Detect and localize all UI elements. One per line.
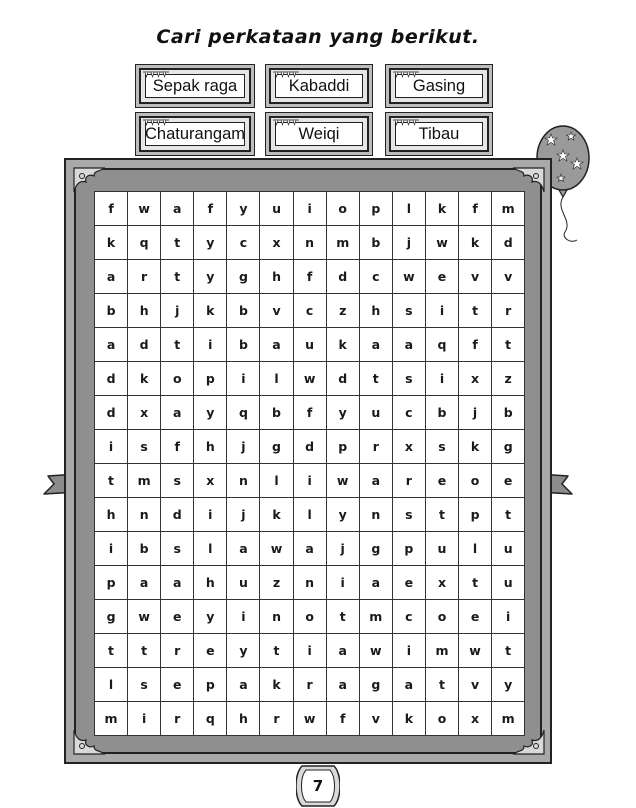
grid-cell[interactable]: s bbox=[393, 294, 426, 328]
grid-cell[interactable]: z bbox=[260, 566, 293, 600]
grid-cell[interactable]: y bbox=[194, 600, 227, 634]
grid-cell[interactable]: a bbox=[393, 328, 426, 362]
grid-cell[interactable]: a bbox=[95, 260, 128, 294]
bunting-icon bbox=[143, 71, 169, 79]
grid-cell[interactable]: m bbox=[327, 226, 360, 260]
grid-cell[interactable]: q bbox=[128, 226, 161, 260]
grid-cell[interactable]: n bbox=[128, 498, 161, 532]
grid-cell[interactable]: t bbox=[426, 668, 459, 702]
grid-cell[interactable]: f bbox=[459, 328, 492, 362]
grid-cell[interactable]: t bbox=[161, 260, 194, 294]
grid-cell[interactable]: y bbox=[227, 192, 260, 226]
grid-cell[interactable]: u bbox=[294, 328, 327, 362]
grid-cell[interactable]: r bbox=[161, 702, 194, 736]
grid-cell[interactable]: k bbox=[260, 498, 293, 532]
grid-cell[interactable]: i bbox=[128, 702, 161, 736]
grid-cell[interactable]: m bbox=[360, 600, 393, 634]
grid-cell[interactable]: l bbox=[393, 192, 426, 226]
grid-cell[interactable]: a bbox=[294, 532, 327, 566]
word-card bbox=[139, 116, 251, 152]
grid-cell[interactable]: m bbox=[426, 634, 459, 668]
grid-cell[interactable]: r bbox=[294, 668, 327, 702]
grid-cell[interactable]: g bbox=[492, 430, 525, 464]
grid-cell[interactable]: y bbox=[194, 396, 227, 430]
grid-cell[interactable]: e bbox=[492, 464, 525, 498]
grid-cell[interactable]: q bbox=[227, 396, 260, 430]
grid-cell[interactable]: i bbox=[227, 362, 260, 396]
grid-cell[interactable]: l bbox=[459, 532, 492, 566]
word-card bbox=[269, 116, 369, 152]
grid-cell[interactable]: i bbox=[194, 328, 227, 362]
bunting-icon bbox=[273, 119, 299, 127]
grid-cell[interactable]: a bbox=[327, 634, 360, 668]
grid-cell[interactable]: t bbox=[95, 634, 128, 668]
grid-cell[interactable]: x bbox=[459, 362, 492, 396]
grid-cell[interactable]: k bbox=[194, 294, 227, 328]
grid-cell[interactable]: m bbox=[95, 702, 128, 736]
grid-cell[interactable]: i bbox=[95, 430, 128, 464]
grid-cell[interactable]: t bbox=[459, 294, 492, 328]
grid-cell[interactable]: t bbox=[95, 464, 128, 498]
grid-cell[interactable]: a bbox=[360, 464, 393, 498]
grid-cell[interactable]: s bbox=[161, 532, 194, 566]
grid-cell[interactable]: v bbox=[459, 260, 492, 294]
grid-cell[interactable]: h bbox=[194, 430, 227, 464]
grid-cell[interactable]: f bbox=[327, 702, 360, 736]
grid-cell[interactable]: k bbox=[95, 226, 128, 260]
grid-cell[interactable]: n bbox=[294, 226, 327, 260]
bunting-icon bbox=[143, 119, 169, 127]
grid-cell[interactable]: j bbox=[161, 294, 194, 328]
grid-cell[interactable]: a bbox=[128, 566, 161, 600]
grid-cell[interactable]: h bbox=[194, 566, 227, 600]
grid-cell[interactable]: u bbox=[227, 566, 260, 600]
grid-cell[interactable]: u bbox=[492, 566, 525, 600]
page-number-badge bbox=[296, 764, 340, 808]
word-card bbox=[389, 68, 489, 104]
grid-cell[interactable]: a bbox=[360, 566, 393, 600]
grid-cell[interactable]: w bbox=[459, 634, 492, 668]
grid-cell[interactable]: s bbox=[393, 498, 426, 532]
grid-cell[interactable]: n bbox=[227, 464, 260, 498]
grid-cell[interactable]: v bbox=[492, 260, 525, 294]
grid-cell[interactable]: r bbox=[161, 634, 194, 668]
grid-cell[interactable]: l bbox=[294, 498, 327, 532]
grid-cell[interactable]: d bbox=[128, 328, 161, 362]
grid-cell[interactable]: d bbox=[294, 430, 327, 464]
grid-cell[interactable]: i bbox=[327, 566, 360, 600]
grid-cell[interactable]: g bbox=[260, 430, 293, 464]
grid-cell[interactable]: f bbox=[294, 260, 327, 294]
grid-cell[interactable]: y bbox=[492, 668, 525, 702]
grid-cell[interactable]: w bbox=[128, 600, 161, 634]
grid-cell[interactable]: w bbox=[393, 260, 426, 294]
grid-cell[interactable]: k bbox=[260, 668, 293, 702]
grid-cell[interactable]: p bbox=[95, 566, 128, 600]
grid-cell[interactable]: a bbox=[161, 396, 194, 430]
grid-cell[interactable]: i bbox=[426, 294, 459, 328]
grid-cell[interactable]: t bbox=[327, 600, 360, 634]
grid-cell[interactable]: d bbox=[492, 226, 525, 260]
grid-cell[interactable]: b bbox=[426, 396, 459, 430]
grid-cell[interactable]: p bbox=[459, 498, 492, 532]
grid-cell[interactable]: o bbox=[327, 192, 360, 226]
grid-cell[interactable]: b bbox=[227, 328, 260, 362]
grid-cell[interactable]: e bbox=[393, 566, 426, 600]
grid-cell[interactable]: t bbox=[492, 498, 525, 532]
grid-cell[interactable]: t bbox=[426, 498, 459, 532]
grid-cell[interactable]: r bbox=[492, 294, 525, 328]
grid-cell[interactable]: m bbox=[492, 192, 525, 226]
word-card bbox=[269, 68, 369, 104]
grid-cell[interactable]: t bbox=[128, 634, 161, 668]
grid-cell[interactable]: m bbox=[492, 702, 525, 736]
word-label: Tibau bbox=[395, 122, 483, 146]
grid-cell[interactable]: h bbox=[128, 294, 161, 328]
grid-cell[interactable]: d bbox=[327, 362, 360, 396]
grid-cell[interactable]: i bbox=[95, 532, 128, 566]
grid-cell[interactable]: t bbox=[161, 328, 194, 362]
grid-cell[interactable]: e bbox=[459, 600, 492, 634]
grid-cell[interactable]: j bbox=[459, 396, 492, 430]
grid-cell[interactable]: i bbox=[194, 498, 227, 532]
grid-cell[interactable]: a bbox=[327, 668, 360, 702]
grid-cell[interactable]: o bbox=[294, 600, 327, 634]
word-label: Gasing bbox=[395, 74, 483, 98]
grid-cell[interactable]: i bbox=[492, 600, 525, 634]
grid-cell[interactable]: b bbox=[227, 294, 260, 328]
grid-cell[interactable]: b bbox=[95, 294, 128, 328]
grid-cell[interactable]: r bbox=[128, 260, 161, 294]
grid-cell[interactable]: t bbox=[492, 634, 525, 668]
grid-cell[interactable]: p bbox=[327, 430, 360, 464]
grid-cell[interactable]: j bbox=[327, 532, 360, 566]
grid-cell[interactable]: w bbox=[327, 464, 360, 498]
grid-cell[interactable]: x bbox=[393, 430, 426, 464]
grid-cell[interactable]: s bbox=[393, 362, 426, 396]
grid-cell[interactable]: c bbox=[294, 294, 327, 328]
grid-cell[interactable]: e bbox=[161, 600, 194, 634]
grid-cell[interactable]: h bbox=[260, 260, 293, 294]
grid-cell[interactable]: g bbox=[360, 668, 393, 702]
grid-cell[interactable]: i bbox=[294, 192, 327, 226]
word-label: Kabaddi bbox=[275, 74, 363, 98]
grid-cell[interactable]: q bbox=[426, 328, 459, 362]
grid-cell[interactable]: g bbox=[360, 532, 393, 566]
grid-cell[interactable]: c bbox=[393, 396, 426, 430]
grid-cell[interactable]: t bbox=[260, 634, 293, 668]
grid-cell[interactable]: u bbox=[492, 532, 525, 566]
grid-cell[interactable]: v bbox=[459, 668, 492, 702]
grid-cell[interactable]: y bbox=[227, 634, 260, 668]
grid-cell[interactable]: t bbox=[459, 566, 492, 600]
word-search-grid bbox=[94, 191, 525, 736]
grid-cell[interactable]: l bbox=[95, 668, 128, 702]
page-number: 7 bbox=[312, 777, 324, 795]
grid-cell[interactable]: y bbox=[194, 260, 227, 294]
grid-cell[interactable]: a bbox=[161, 566, 194, 600]
grid-cell[interactable]: s bbox=[128, 430, 161, 464]
grid-cell[interactable]: e bbox=[426, 464, 459, 498]
grid-cell[interactable]: d bbox=[95, 396, 128, 430]
grid-cell[interactable]: h bbox=[360, 294, 393, 328]
grid-cell[interactable]: b bbox=[260, 396, 293, 430]
grid-cell[interactable]: s bbox=[426, 430, 459, 464]
grid-cell[interactable]: r bbox=[360, 430, 393, 464]
grid-cell[interactable]: x bbox=[459, 702, 492, 736]
word-label: Weiqi bbox=[275, 122, 363, 146]
grid-cell[interactable]: o bbox=[426, 600, 459, 634]
grid-cell[interactable]: g bbox=[95, 600, 128, 634]
grid-cell[interactable]: w bbox=[260, 532, 293, 566]
grid-cell[interactable]: t bbox=[360, 362, 393, 396]
grid-cell[interactable]: p bbox=[194, 668, 227, 702]
grid-cell[interactable]: y bbox=[194, 226, 227, 260]
grid-cell[interactable]: j bbox=[393, 226, 426, 260]
grid-cell[interactable]: p bbox=[360, 192, 393, 226]
grid-cell[interactable]: c bbox=[227, 226, 260, 260]
grid-cell[interactable]: k bbox=[327, 328, 360, 362]
grid-cell[interactable]: f bbox=[95, 192, 128, 226]
grid-cell[interactable]: f bbox=[161, 430, 194, 464]
grid-cell[interactable]: e bbox=[161, 668, 194, 702]
word-label: Chaturangam bbox=[145, 122, 245, 146]
grid-cell[interactable]: b bbox=[360, 226, 393, 260]
grid-cell[interactable]: n bbox=[294, 566, 327, 600]
grid-cell[interactable]: o bbox=[459, 464, 492, 498]
grid-cell[interactable]: k bbox=[426, 192, 459, 226]
grid-cell[interactable]: x bbox=[128, 396, 161, 430]
grid-cell[interactable]: a bbox=[227, 668, 260, 702]
grid-cell[interactable]: n bbox=[360, 498, 393, 532]
grid-cell[interactable]: r bbox=[393, 464, 426, 498]
grid-cell[interactable]: w bbox=[294, 702, 327, 736]
grid-cell[interactable]: a bbox=[393, 668, 426, 702]
grid-cell[interactable]: a bbox=[95, 328, 128, 362]
grid-cell[interactable]: e bbox=[194, 634, 227, 668]
grid-cell[interactable]: i bbox=[393, 634, 426, 668]
grid-cell[interactable]: k bbox=[459, 226, 492, 260]
grid-cell[interactable]: a bbox=[161, 192, 194, 226]
grid-cell[interactable]: j bbox=[227, 430, 260, 464]
grid-cell[interactable]: b bbox=[492, 396, 525, 430]
grid-cell[interactable]: v bbox=[360, 702, 393, 736]
grid-cell[interactable]: p bbox=[393, 532, 426, 566]
grid-cell[interactable]: w bbox=[426, 226, 459, 260]
grid-cell[interactable]: d bbox=[161, 498, 194, 532]
word-card bbox=[389, 116, 489, 152]
grid-cell[interactable]: z bbox=[327, 294, 360, 328]
grid-cell[interactable]: c bbox=[360, 260, 393, 294]
grid-cell[interactable]: t bbox=[161, 226, 194, 260]
grid-cell[interactable]: x bbox=[426, 566, 459, 600]
grid-cell[interactable]: q bbox=[194, 702, 227, 736]
grid-cell[interactable]: i bbox=[294, 634, 327, 668]
grid-cell[interactable]: l bbox=[260, 362, 293, 396]
bunting-icon bbox=[273, 71, 299, 79]
grid-cell[interactable]: x bbox=[194, 464, 227, 498]
grid-cell[interactable]: x bbox=[260, 226, 293, 260]
instruction-title: Cari perkataan yang berikut. bbox=[156, 26, 480, 48]
bunting-icon bbox=[393, 119, 419, 127]
grid-cell[interactable]: o bbox=[426, 702, 459, 736]
grid-cell[interactable]: m bbox=[128, 464, 161, 498]
grid-cell[interactable]: u bbox=[260, 192, 293, 226]
grid-cell[interactable]: k bbox=[393, 702, 426, 736]
bunting-icon bbox=[393, 71, 419, 79]
word-label: Sepak raga bbox=[145, 74, 245, 98]
grid-cell[interactable]: k bbox=[459, 430, 492, 464]
grid-cell[interactable]: l bbox=[260, 464, 293, 498]
grid-cell[interactable]: z bbox=[492, 362, 525, 396]
grid-cell[interactable]: u bbox=[360, 396, 393, 430]
grid-cell[interactable]: y bbox=[327, 498, 360, 532]
grid-cell[interactable]: j bbox=[227, 498, 260, 532]
grid-cell[interactable]: w bbox=[360, 634, 393, 668]
grid-cell[interactable]: i bbox=[227, 600, 260, 634]
grid-cell[interactable]: f bbox=[294, 396, 327, 430]
grid-cell[interactable]: r bbox=[260, 702, 293, 736]
grid-cell[interactable]: t bbox=[492, 328, 525, 362]
grid-cell[interactable]: g bbox=[227, 260, 260, 294]
grid-cell[interactable]: u bbox=[426, 532, 459, 566]
grid-cell[interactable]: s bbox=[161, 464, 194, 498]
grid-cell[interactable]: f bbox=[194, 192, 227, 226]
grid-cell[interactable]: k bbox=[128, 362, 161, 396]
grid-cell[interactable]: p bbox=[194, 362, 227, 396]
grid-cell[interactable]: i bbox=[426, 362, 459, 396]
grid-cell[interactable]: h bbox=[227, 702, 260, 736]
grid-cell[interactable]: s bbox=[128, 668, 161, 702]
grid-cell[interactable]: w bbox=[294, 362, 327, 396]
grid-cell[interactable]: a bbox=[227, 532, 260, 566]
grid-cell[interactable]: o bbox=[161, 362, 194, 396]
grid-cell[interactable]: a bbox=[360, 328, 393, 362]
grid-cell[interactable]: v bbox=[260, 294, 293, 328]
grid-cell[interactable]: d bbox=[95, 362, 128, 396]
grid-cell[interactable]: b bbox=[128, 532, 161, 566]
grid-cell[interactable]: l bbox=[194, 532, 227, 566]
word-card bbox=[139, 68, 251, 104]
grid-cell[interactable]: y bbox=[327, 396, 360, 430]
grid-cell[interactable]: h bbox=[95, 498, 128, 532]
grid-cell[interactable]: i bbox=[294, 464, 327, 498]
grid-cell[interactable]: n bbox=[260, 600, 293, 634]
grid-cell[interactable]: a bbox=[260, 328, 293, 362]
grid-cell[interactable]: e bbox=[426, 260, 459, 294]
grid-cell[interactable]: d bbox=[327, 260, 360, 294]
grid-cell[interactable]: c bbox=[393, 600, 426, 634]
grid-cell[interactable]: f bbox=[459, 192, 492, 226]
grid-cell[interactable]: w bbox=[128, 192, 161, 226]
